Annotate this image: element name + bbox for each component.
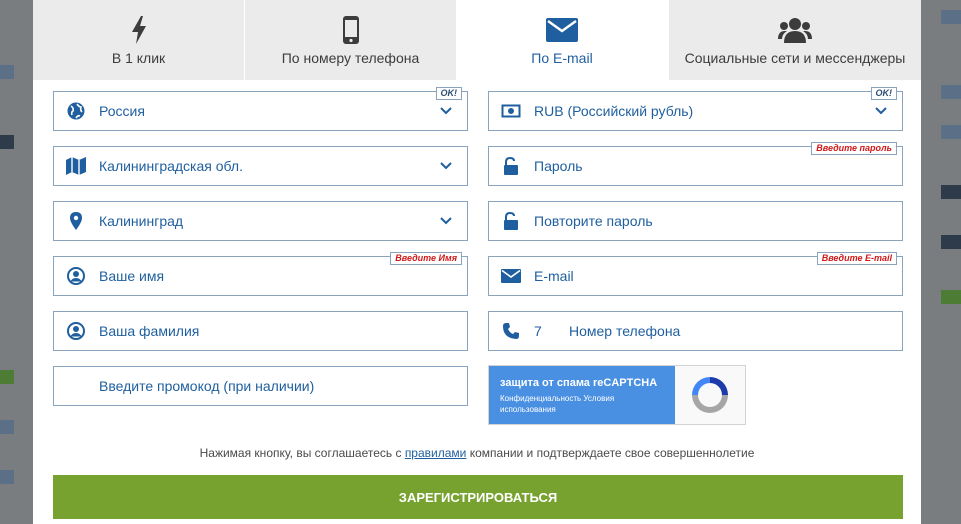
email-placeholder: E-mail <box>534 268 574 284</box>
first-name-placeholder: Ваше имя <box>99 268 165 284</box>
tab-phone[interactable] <box>244 0 456 80</box>
user-circle-icon <box>66 266 86 286</box>
map-icon <box>66 156 86 176</box>
error-badge: Введите пароль <box>811 142 897 155</box>
background-strip <box>941 85 961 99</box>
tab-email[interactable] <box>456 0 668 80</box>
background-strip <box>941 185 961 199</box>
background-page-right <box>921 0 961 524</box>
recaptcha-links[interactable]: Конфиденциальность Условия использования <box>500 394 615 414</box>
ok-badge: OK! <box>871 87 898 100</box>
tab-label: По номеру телефона <box>281 50 420 66</box>
background-strip <box>0 370 14 384</box>
city-select[interactable] <box>53 201 468 241</box>
register-button[interactable]: ЗАРЕГИСТРИРОВАТЬСЯ <box>53 475 903 519</box>
globe-icon <box>66 101 86 121</box>
last-name-placeholder: Ваша фамилия <box>99 323 200 339</box>
currency-select[interactable] <box>488 88 903 131</box>
chevron-down-icon <box>439 214 453 228</box>
region-select[interactable] <box>53 146 468 186</box>
agreement-text <box>33 446 921 460</box>
password-repeat-placeholder: Повторите пароль <box>534 213 653 229</box>
error-badge: Введите Имя <box>390 252 462 265</box>
agreement-before: Нажимая кнопку, вы соглашаетесь с <box>199 446 405 460</box>
banknote-icon <box>501 101 521 121</box>
recaptcha-widget[interactable] <box>488 365 746 425</box>
background-strip <box>0 470 14 484</box>
recaptcha-logo-icon <box>675 366 745 424</box>
promo-placeholder: Введите промокод (при наличии) <box>99 378 315 394</box>
map-marker-icon <box>66 211 86 231</box>
registration-tabs <box>33 0 921 80</box>
rules-link[interactable]: правилами <box>404 446 467 460</box>
currency-value: RUB (Российский рубль) <box>534 103 694 119</box>
country-select[interactable] <box>53 88 468 131</box>
region-value: Калининградская обл. <box>99 158 243 174</box>
background-strip <box>941 235 961 249</box>
city-value: Калининград <box>99 213 184 229</box>
phone-handset-icon <box>501 321 521 341</box>
password-field[interactable] <box>488 143 903 186</box>
tab-label: В 1 клик <box>111 50 166 66</box>
recaptcha-title: защита от спама reCAPTCHA <box>500 377 658 389</box>
agreement-after: компании и подтверждаете свое совершеннолетие <box>466 446 755 460</box>
envelope-icon <box>501 266 521 286</box>
unlock-icon <box>501 211 521 231</box>
envelope-icon <box>456 14 668 46</box>
lightning-icon <box>33 14 244 46</box>
background-strip <box>0 420 14 434</box>
error-badge: Введите E-mail <box>817 252 897 265</box>
last-name-field[interactable] <box>53 311 468 351</box>
phone-placeholder: Номер телефона <box>569 323 681 339</box>
background-strip <box>0 135 14 149</box>
tab-label: По E-mail <box>531 50 593 66</box>
chevron-down-icon <box>874 104 888 118</box>
unlock-icon <box>501 156 521 176</box>
chevron-down-icon <box>439 159 453 173</box>
phone-field[interactable] <box>488 311 903 351</box>
background-strip <box>941 10 961 24</box>
registration-modal <box>33 0 921 524</box>
user-circle-icon <box>66 321 86 341</box>
users-icon <box>669 14 921 46</box>
password-repeat-field[interactable] <box>488 201 903 241</box>
ok-badge: OK! <box>436 87 463 100</box>
phone-prefix: 7 <box>534 323 542 339</box>
background-strip <box>941 290 961 304</box>
tab-one-click[interactable] <box>33 0 244 80</box>
email-field[interactable] <box>488 253 903 296</box>
chevron-down-icon <box>439 104 453 118</box>
first-name-field[interactable] <box>53 253 468 296</box>
password-placeholder: Пароль <box>534 158 583 174</box>
tab-social[interactable] <box>668 0 921 80</box>
phone-icon <box>245 14 456 46</box>
background-strip <box>941 125 961 139</box>
country-value: Россия <box>99 103 145 119</box>
background-strip <box>0 65 14 79</box>
tab-label: Социальные сети и мессенджеры <box>684 50 906 66</box>
promo-code-field[interactable] <box>53 366 468 406</box>
